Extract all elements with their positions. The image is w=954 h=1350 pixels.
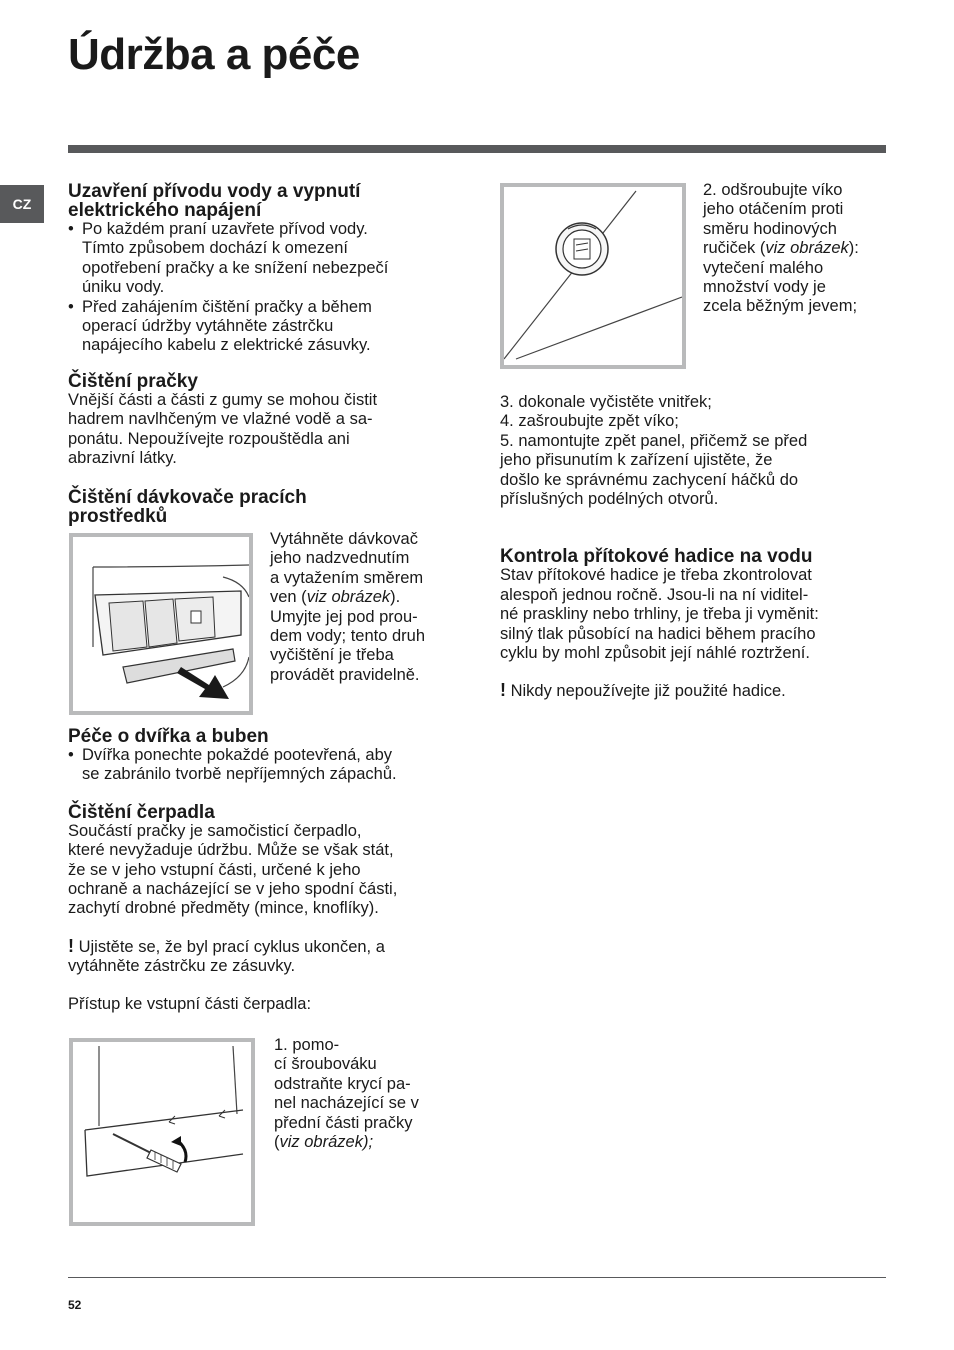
pump-warning: ! Ujistěte se, že byl prací cyklus ukončen, a vytáhněte zástrčku ze zásuvky. (68, 935, 385, 976)
warning-icon: ! (68, 935, 74, 956)
pump-cover-illustration (504, 187, 682, 365)
header-rule (68, 145, 886, 153)
hose-warning: ! Nikdy nepoužívejte již použité hadice. (500, 680, 786, 701)
page-title: Údržba a péče (68, 30, 360, 79)
list-item: • Po každém praní uzavřete přívod vody. Tímto způsobem dochází k omezení opotřebení pračky a ke snížení nebezpečí úniku vody. (68, 220, 458, 298)
section-heading-water-power: Uzavření přívodu vody a vypnutí elektrického napájení (68, 181, 361, 221)
dispenser-text: Vytáhněte dávkovač jeho nadzvednutím a vytažením směrem ven (viz obrázek). Umyjte jej pod prou- dem vody; tento druh vyčištění je třeba provádět pravidelně. (270, 530, 426, 684)
warning-icon: ! (500, 680, 506, 701)
right-column (500, 393, 890, 702)
pump-steps-3-5: 3. dokonale vyčistěte vnitřek; 4. zašroubujte zpět víko; 5. namontujte zpět panel, přičemž se před jeho přisunutím k zařízení ujistěte, že došlo ke správnému zachycení háčků do příslušných podélných otvorů. (500, 393, 808, 509)
pump-text: Součástí pračky je samočisticí čerpadlo, které nevyžaduje údržbu. Může se však stát, že se v jeho vstupní části, určené k jeho ochraně a nacházející se v jeho spodní části, zachytí drobné předměty (mince, knoflíky). (68, 821, 398, 918)
pump-panel-illustration (73, 1042, 251, 1222)
pump-access-text: Přístup ke vstupní části čerpadla: (68, 994, 312, 1013)
dispenser-figure (69, 533, 253, 715)
water-power-list (68, 220, 458, 356)
list-item: • Před zahájením čištění pračky a během operací údržby vytáhněte zástrčku napájecího kabelu z elektrické zásuvky. (68, 298, 458, 356)
pump-step2-text: 2. odšroubujte víko jeho otáčením proti směru hodinových ručiček (viz obrázek): vytečení malého množství vody je zcela běžným jevem; (703, 181, 859, 316)
language-tab: CZ (0, 185, 44, 223)
list-item: • Dvířka ponechte pokaždé pootevřená, aby se zabránilo tvorbě nepříjemných zápachů. (68, 746, 458, 785)
pump-cover-figure (500, 183, 686, 369)
section-heading-dispenser: Čištění dávkovače pracích prostředků (68, 487, 307, 528)
left-column (68, 182, 458, 526)
cleaning-text: Vnější části a části z gumy se mohou čistit hadrem navlhčeným ve vlažné vodě a sa- ponátu. Nepoužívejte rozpouštědla ani abrazivní látky. (68, 390, 378, 468)
footer-rule (68, 1277, 886, 1278)
door-drum-list (68, 746, 458, 785)
page-number: 52 (68, 1298, 82, 1312)
left-column-lower (68, 727, 458, 1014)
section-heading-pump: Čištění čerpadla (68, 801, 215, 823)
pump-panel-figure (69, 1038, 255, 1226)
pump-step1-text: 1. pomo- cí šroubováku odstraňte krycí pa- nel nacházející se v přední části pračky (viz obrázek); (274, 1036, 419, 1152)
dispenser-illustration (73, 537, 249, 711)
hose-text: Stav přítokové hadice je třeba zkontrolovat alespoň jednou ročně. Jsou-li na ní viditel- né praskliny nebo trhliny, je třeba ji vyměnit: silný tlak působící na hadici během pracího cyklu by mohl způsobit její náhlé roztržení. (500, 566, 819, 663)
section-heading-hose: Kontrola přítokové hadice na vodu (500, 546, 813, 568)
section-heading-cleaning: Čištění pračky (68, 370, 198, 392)
section-heading-door-drum: Péče o dvířka a buben (68, 726, 269, 747)
